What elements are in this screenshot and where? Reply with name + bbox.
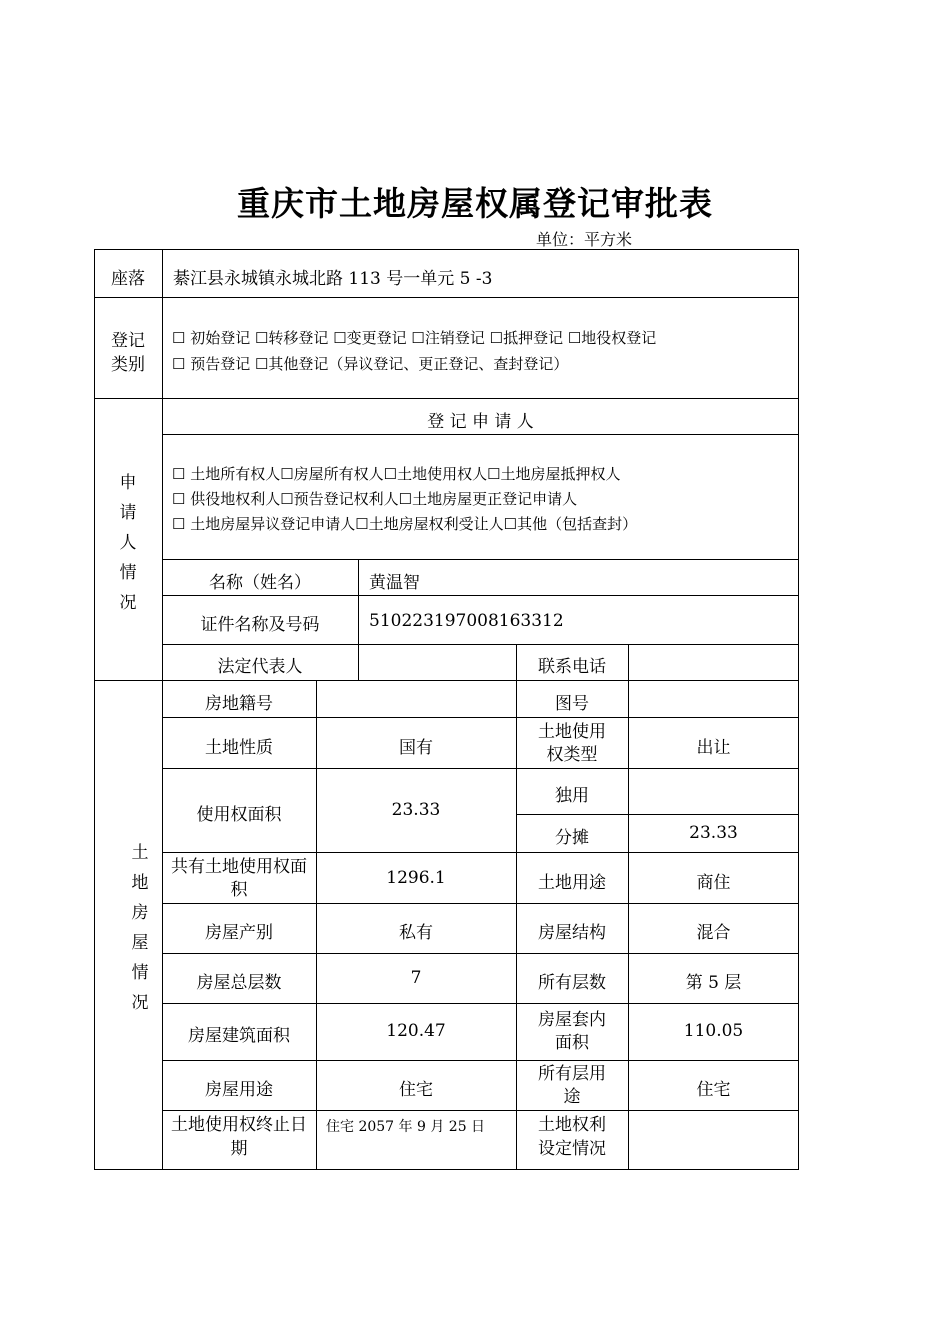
land-nature-value: 国有 (399, 738, 433, 758)
applicant-name-value: 黄温智 (369, 573, 420, 593)
applicant-options-2[interactable]: ☐ 供役地权利人☐预告登记权利人☐土地房屋更正登记申请人 (172, 490, 578, 508)
inner-area-label: 房屋套内面积 (538, 1010, 606, 1053)
house-type-label: 房屋产别 (205, 923, 273, 943)
floor-use-value: 住宅 (696, 1080, 731, 1100)
common-area-value: 1296.1 (386, 868, 446, 888)
legal-rep-label: 法定代表人 (217, 657, 303, 677)
use-area-label: 使用权面积 (196, 805, 282, 825)
phone-label: 联系电话 (538, 657, 606, 677)
use-area-value: 23.33 (391, 800, 441, 820)
applicant-header: 登 记 申 请 人 (427, 412, 534, 432)
document-title: 重庆市土地房屋权属登记审批表 (237, 184, 713, 223)
floor-value: 第 5 层 (685, 973, 742, 993)
build-area-label: 房屋建筑面积 (188, 1026, 290, 1046)
end-date-value: 住宅 2057 年 9 月 25 日 (326, 1119, 486, 1135)
floor-use-label: 所有层用途 (538, 1064, 606, 1107)
reg-type-options-1[interactable]: ☐ 初始登记 ☐转移登记 ☐变更登记 ☐注销登记 ☐抵押登记 ☐地役权登记 (172, 329, 657, 347)
total-floors-label: 房屋总层数 (196, 973, 282, 993)
structure-label: 房屋结构 (538, 923, 606, 943)
right-type-value: 出让 (696, 738, 731, 758)
reg-type-label-2: 类别 (111, 355, 145, 375)
rights-label: 土地权利设定情况 (538, 1115, 606, 1159)
applicant-id-value: 510223197008163312 (369, 611, 564, 631)
structure-value: 混合 (696, 923, 731, 943)
register-no-label: 房地籍号 (205, 694, 273, 714)
house-type-value: 私有 (399, 923, 433, 943)
house-use-label: 房屋用途 (205, 1080, 273, 1100)
exclusive-label: 独用 (555, 786, 589, 806)
applicant-options-1[interactable]: ☐ 土地所有权人☐房屋所有权人☐土地使用权人☐土地房屋抵押权人 (172, 465, 621, 483)
applicant-id-label: 证件名称及号码 (200, 615, 320, 635)
shared-label: 分摊 (555, 828, 589, 848)
applicant-options-3[interactable]: ☐ 土地房屋异议登记申请人☐土地房屋权利受让人☐其他（包括查封） (172, 515, 638, 533)
shared-value: 23.33 (689, 823, 738, 843)
location-value: 綦江县永城镇永城北路 113 号一单元 5 -3 (173, 269, 493, 289)
reg-type-options-2[interactable]: ☐ 预告登记 ☐其他登记（异议登记、更正登记、查封登记） (172, 355, 569, 373)
total-floors-value: 7 (410, 968, 422, 988)
end-date-label: 土地使用权终止日期 (171, 1115, 307, 1159)
floor-label: 所有层数 (538, 973, 606, 993)
common-area-label: 共有土地使用权面积 (171, 857, 307, 900)
inner-area-value: 110.05 (683, 1021, 744, 1041)
house-use-value: 住宅 (399, 1080, 433, 1100)
land-nature-label: 土地性质 (205, 738, 273, 758)
applicant-section-label: 申请人情况 (119, 473, 137, 613)
location-label: 座落 (111, 269, 145, 289)
land-use-value: 商住 (696, 873, 731, 893)
applicant-name-label: 名称（姓名） (209, 573, 311, 593)
map-no-label: 图号 (555, 694, 589, 714)
reg-type-label-1: 登记 (111, 331, 145, 351)
land-use-label: 土地用途 (538, 873, 606, 893)
build-area-value: 120.47 (386, 1021, 446, 1041)
right-type-label: 土地使用权类型 (538, 722, 606, 765)
unit-label: 单位：平方米 (536, 230, 633, 249)
property-section-label: 土地房屋情况 (131, 843, 149, 1013)
